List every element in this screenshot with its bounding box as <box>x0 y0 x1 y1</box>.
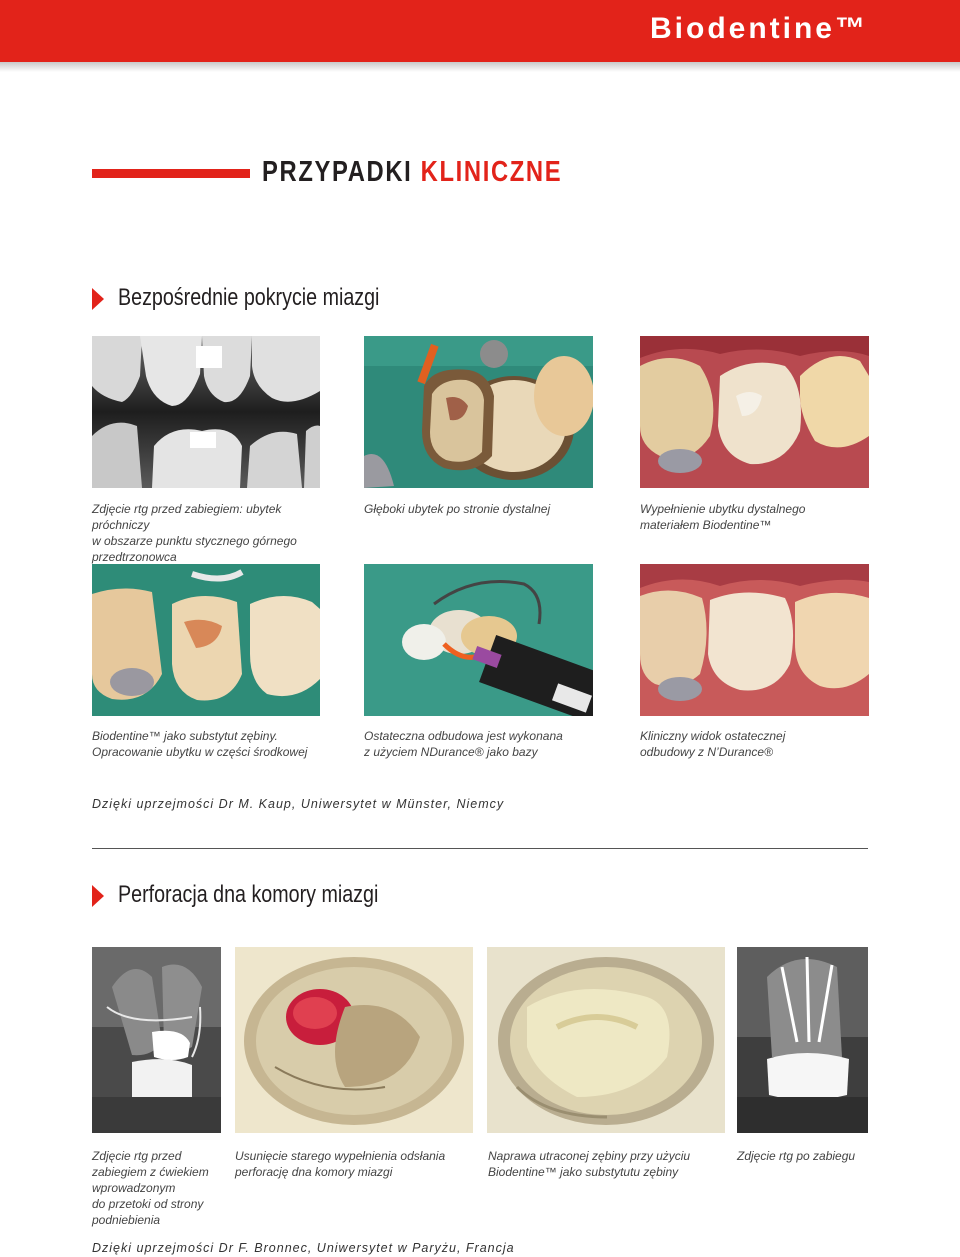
caption-line: Zdjęcie rtg przed zabiegiem: ubytek próchniczy <box>92 502 282 532</box>
caption-4 <box>92 728 342 760</box>
section-heading-text: Bezpośrednie pokrycie miazgi <box>118 284 380 311</box>
deep-cavity-photo <box>364 336 593 488</box>
caption-line: perforację dna komory miazgi <box>235 1165 393 1179</box>
caption-line: Naprawa utraconej zębiny przy użyciu <box>488 1149 691 1163</box>
caption-2 <box>364 501 614 517</box>
caption-6 <box>640 728 890 760</box>
xray-with-gutta-percha-photo <box>92 947 221 1133</box>
section-heading-text: Perforacja dna komory miazgi <box>118 881 379 908</box>
caption-line: w obszarze punktu stycznego górnego <box>92 534 297 548</box>
caption-line: Zdjęcie rtg po zabiegu <box>737 1149 856 1163</box>
caption-10 <box>737 1148 897 1164</box>
dentin-repair-photo <box>487 947 725 1133</box>
caption-line: odbudowy z N’Durance® <box>640 745 773 759</box>
caption-line: zabiegiem z ćwiekiem <box>92 1165 209 1179</box>
caption-line: Zdjęcie rtg przed <box>92 1149 182 1163</box>
credit-section2: Dzięki uprzejmości Dr F. Bronnec, Uniwersytet w Paryżu, Francja <box>92 1241 515 1255</box>
page-title <box>262 156 562 189</box>
perforation-exposed-photo <box>235 947 473 1133</box>
caption-line: wprowadzonym <box>92 1181 176 1195</box>
caption-1 <box>92 501 342 565</box>
dentin-substitute-photo <box>92 564 320 716</box>
caption-line: Kliniczny widok ostatecznej <box>640 729 786 743</box>
caption-5 <box>364 728 614 760</box>
caption-line: Opracowanie ubytku w części środkowej <box>92 745 308 759</box>
caption-line: Biodentine™ jako substytut zębiny. <box>92 729 278 743</box>
caption-9 <box>488 1148 733 1180</box>
caption-3 <box>640 501 890 533</box>
caption-8 <box>235 1148 485 1180</box>
caption-7 <box>92 1148 232 1228</box>
brand-title: Biodentine™ <box>650 12 868 45</box>
caption-line: Wypełnienie ubytku dystalnego <box>640 502 806 516</box>
final-clinical-view-photo <box>640 564 869 716</box>
xray-before-photo <box>92 336 320 488</box>
arrow-right-icon <box>92 885 104 907</box>
caption-line: Usunięcie starego wypełnienia odsłania <box>235 1149 446 1163</box>
caption-line: do przetoki od strony <box>92 1197 204 1211</box>
caption-line: Ostateczna odbudowa jest wykonana <box>364 729 563 743</box>
page-title-part2: KLINICZNE <box>420 156 563 188</box>
caption-line: przedtrzonowca <box>92 550 177 564</box>
final-restoration-ndurance-photo <box>364 564 593 716</box>
credit-section1: Dzięki uprzejmości Dr M. Kaup, Uniwersytet w Münster, Niemcy <box>92 797 505 811</box>
title-accent-line <box>92 169 250 178</box>
caption-line: materiałem Biodentine™ <box>640 518 772 532</box>
xray-after-photo <box>737 947 868 1133</box>
page-title-part1: PRZYPADKI <box>262 156 413 188</box>
distal-cavity-filled-photo <box>640 336 869 488</box>
arrow-right-icon <box>92 288 104 310</box>
caption-line: Głęboki ubytek po stronie dystalnej <box>364 502 551 516</box>
section-divider <box>92 848 868 849</box>
header-shadow <box>0 62 960 72</box>
caption-line: Biodentine™ jako substytutu zębiny <box>488 1165 679 1179</box>
caption-line: z użyciem NDurance® jako bazy <box>364 745 538 759</box>
caption-line: podniebienia <box>92 1213 161 1227</box>
